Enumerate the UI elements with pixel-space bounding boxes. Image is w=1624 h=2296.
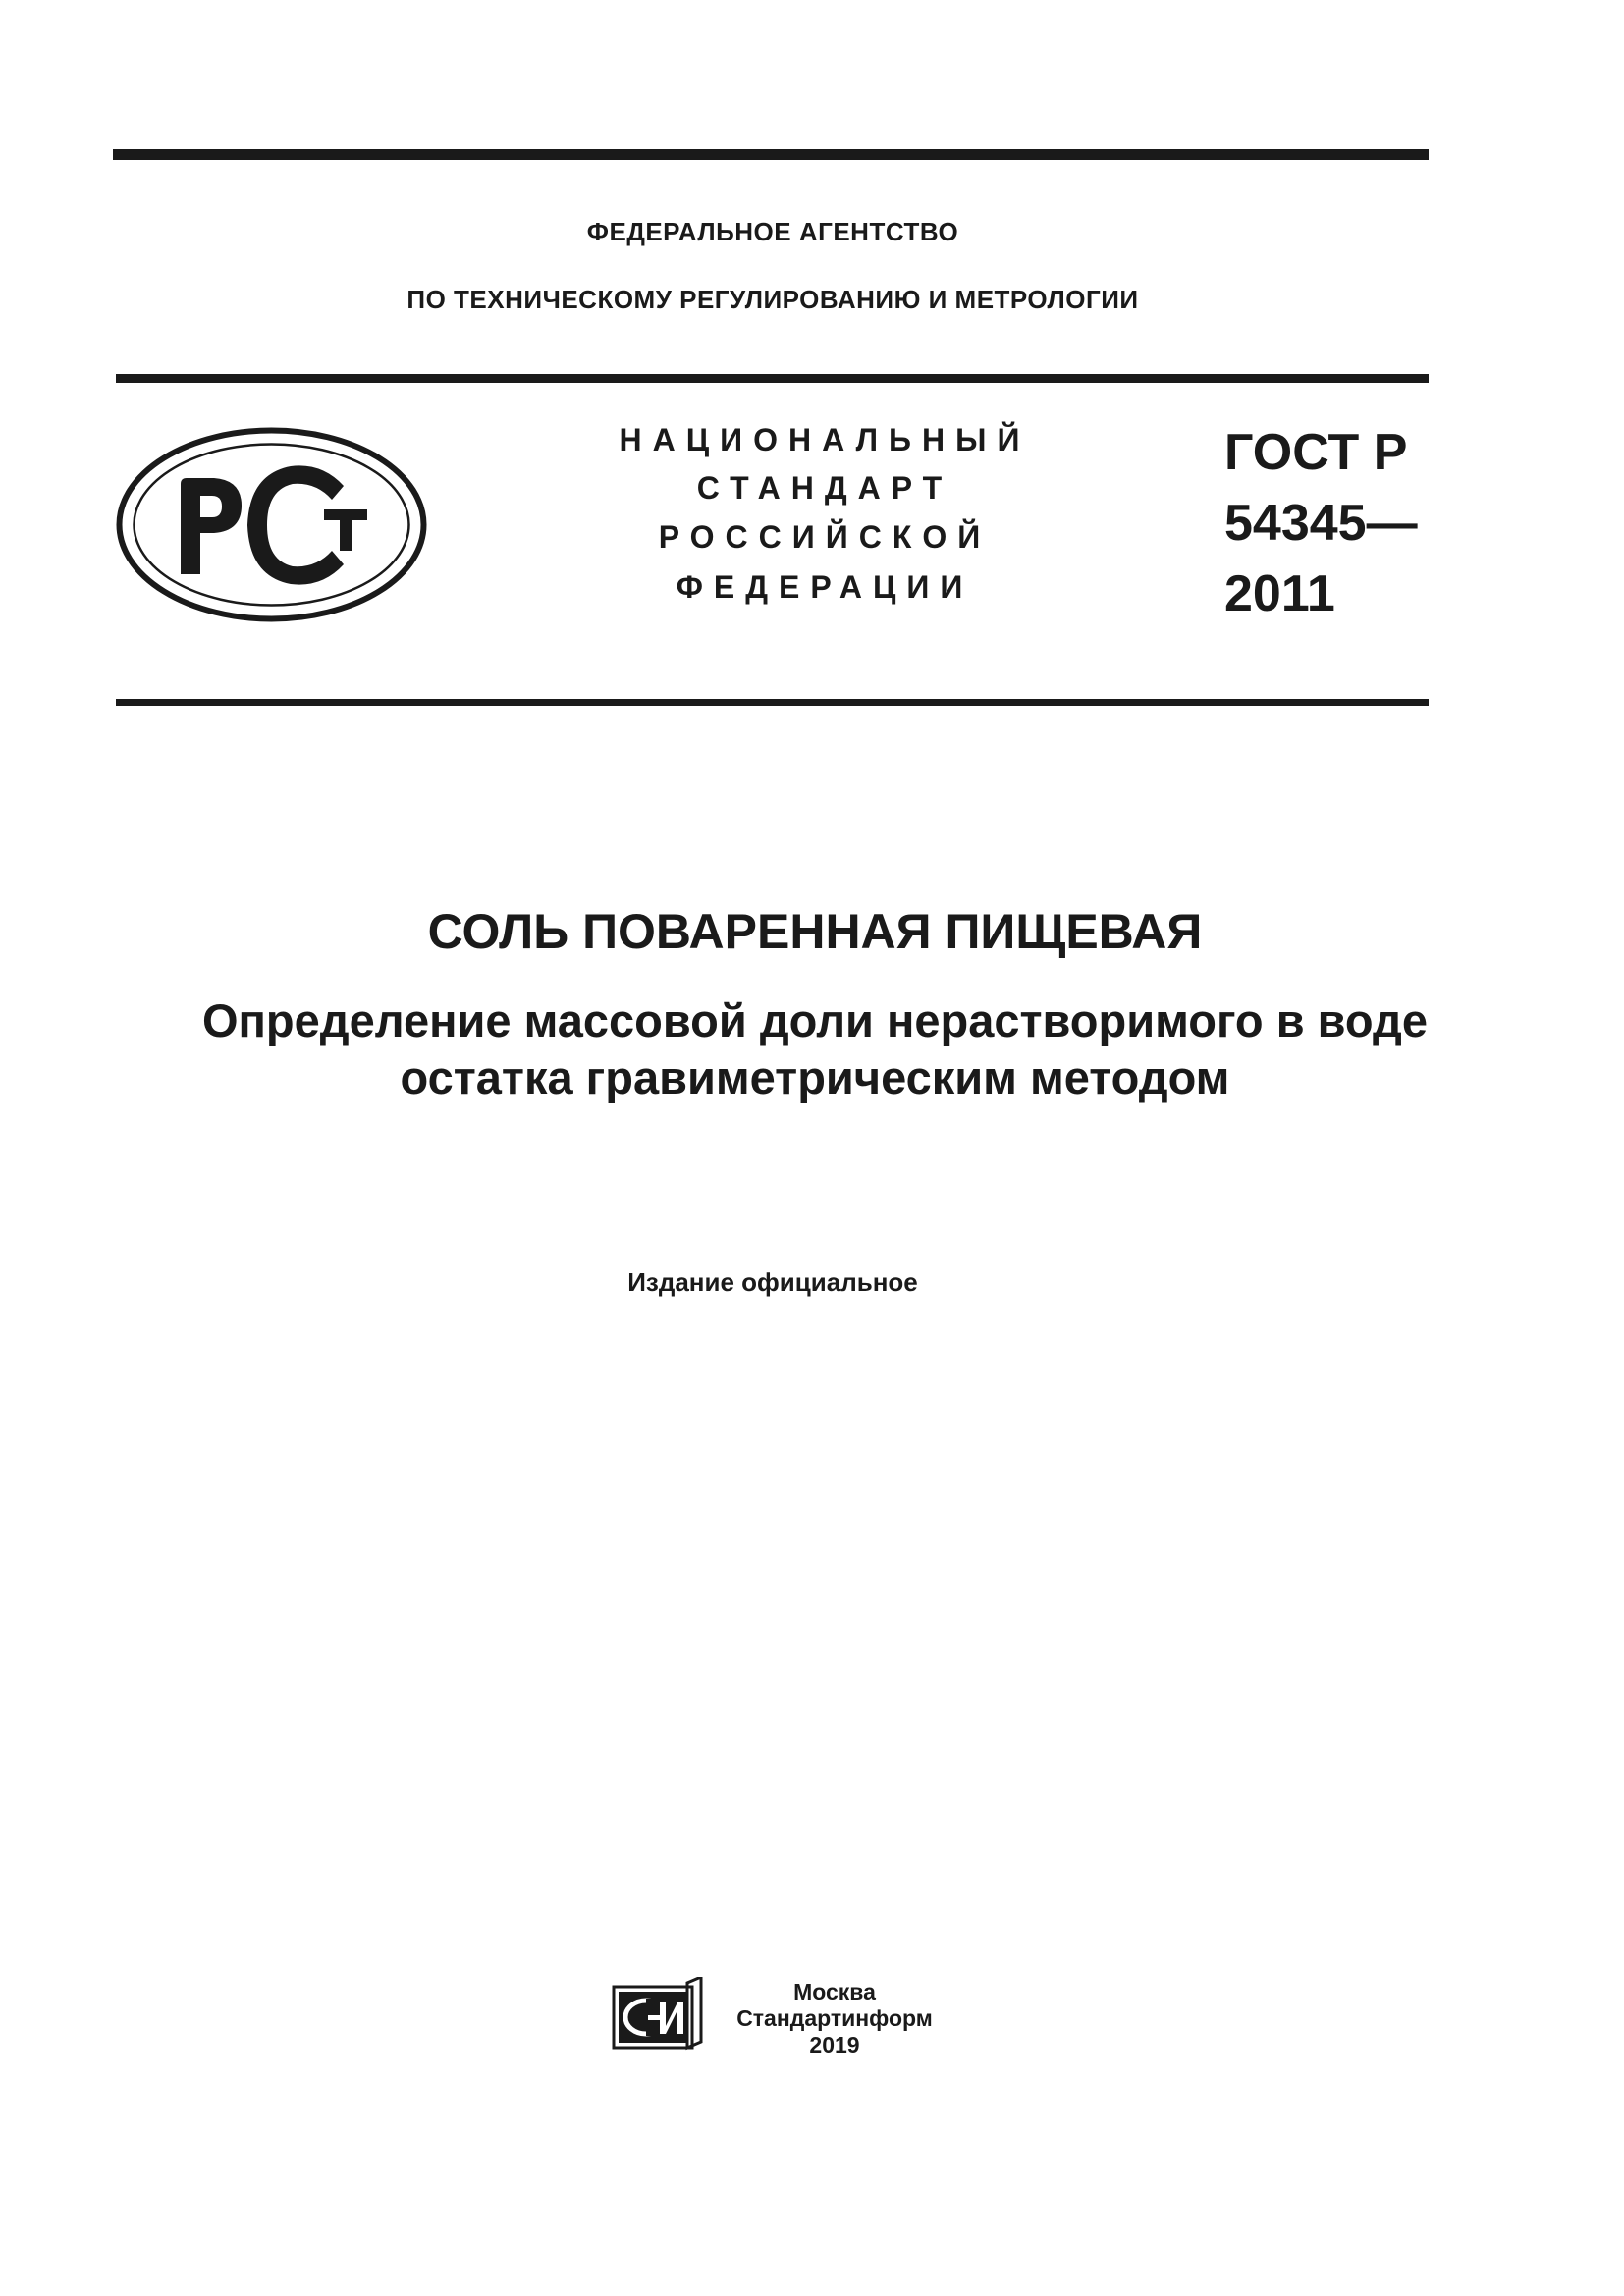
agency-name-line-1: ФЕДЕРАЛЬНОЕ АГЕНТСТВО bbox=[586, 217, 959, 246]
edition-note: Издание официальное bbox=[627, 1267, 918, 1297]
designation-line-1: ГОСТ Р bbox=[1224, 424, 1408, 481]
publisher-name: Стандартинформ bbox=[736, 2005, 933, 2031]
designation-line-2: 54345— bbox=[1224, 495, 1418, 552]
document-title: СОЛЬ ПОВАРЕННАЯ ПИЩЕВАЯ bbox=[427, 904, 1203, 959]
document-subtitle-line-1: Определение массовой доли нерастворимого в воде bbox=[201, 994, 1428, 1046]
standard-type-line-1: НАЦИОНАЛЬНЫЙ bbox=[619, 422, 1031, 457]
designation-line-3: 2011 bbox=[1224, 565, 1335, 622]
standartinform-logo-icon bbox=[611, 1977, 705, 2052]
header-rule-lower bbox=[116, 699, 1429, 706]
standard-type-line-3: РОССИЙСКОЙ bbox=[658, 519, 992, 555]
header-rule-upper bbox=[116, 374, 1429, 383]
agency-name-line-2: ПО ТЕХНИЧЕСКОМУ РЕГУЛИРОВАНИЮ И МЕТРОЛОГИИ bbox=[406, 285, 1139, 314]
publisher-city: Москва bbox=[793, 1979, 876, 2004]
top-rule bbox=[113, 149, 1429, 160]
standard-type-line-2: СТАНДАРТ bbox=[696, 470, 953, 506]
standard-type-line-4: ФЕДЕРАЦИИ bbox=[676, 569, 974, 605]
publication-year: 2019 bbox=[809, 2032, 860, 2057]
rst-logo-icon bbox=[116, 427, 427, 622]
standard-designation bbox=[1224, 417, 1418, 629]
document-subtitle-line-2: остатка гравиметрическим методом bbox=[400, 1051, 1230, 1103]
